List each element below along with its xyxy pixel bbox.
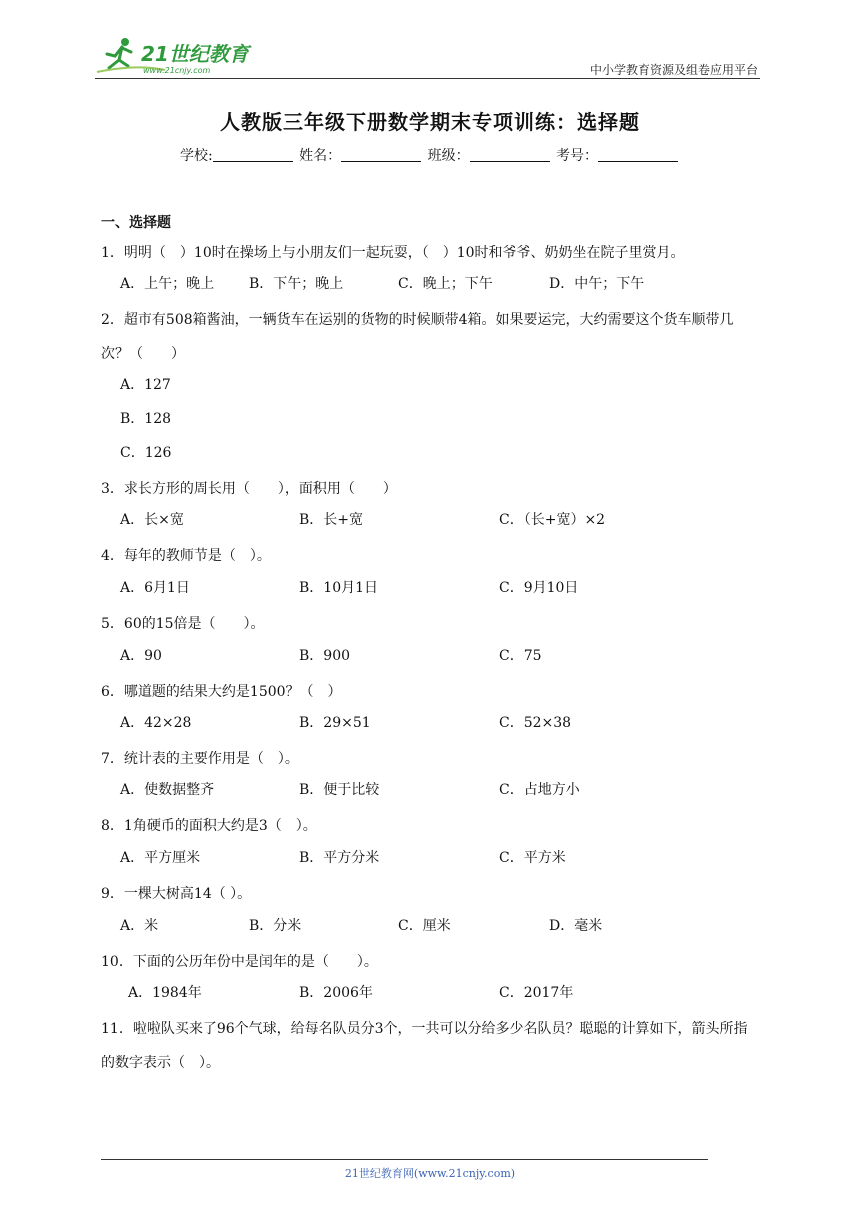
q4-option-c[interactable]: C．9月10日: [499, 580, 579, 596]
question-7: 7．统计表的主要作用是（ ）。: [101, 751, 299, 767]
question-5: 5．60的15倍是（ ）。: [101, 616, 265, 632]
section-heading: 一、选择题: [101, 215, 171, 231]
site-logo[interactable]: [95, 34, 265, 78]
q2-option-a[interactable]: A．127: [120, 377, 171, 393]
q8-option-b[interactable]: B．平方分米: [299, 850, 380, 866]
footer-link[interactable]: 21世纪教育网(www.21cnjy.com): [344, 1167, 516, 1180]
question-8: 8．1角硬币的面积大约是3（ ）。: [101, 818, 317, 834]
footer-rule: [101, 1159, 708, 1160]
name-blank[interactable]: [341, 147, 421, 162]
q9-option-b[interactable]: B．分米: [249, 918, 302, 934]
svg-text:21世纪教育: 21世纪教育: [141, 42, 249, 66]
q10-option-a[interactable]: A．1984年: [128, 985, 202, 1001]
name-label: 姓名：: [299, 148, 342, 164]
question-3: 3．求长方形的周长用（ ），面积用（ ）: [101, 481, 397, 497]
q7-option-b[interactable]: B．便于比较: [299, 782, 380, 798]
q5-option-a[interactable]: A．90: [120, 648, 162, 664]
q3-option-c[interactable]: C．（长+宽）×2: [499, 512, 606, 528]
number-label: 考号：: [556, 148, 599, 164]
svg-text:www.21cnjy.com: www.21cnjy.com: [143, 66, 211, 75]
q6-option-b[interactable]: B．29×51: [299, 715, 371, 731]
q3-option-a[interactable]: A．长×宽: [120, 512, 184, 528]
q4-option-a[interactable]: A．6月1日: [120, 580, 190, 596]
q9-option-d[interactable]: D．毫米: [549, 918, 603, 934]
q10-option-c[interactable]: C．2017年: [499, 985, 574, 1001]
q5-option-c[interactable]: C．75: [499, 648, 542, 664]
question-1: 1．明明（ ）10时在操场上与小朋友们一起玩耍，（ ）10时和爷爷、奶奶坐在院子里赏月。: [101, 245, 685, 261]
q3-option-b[interactable]: B．长+宽: [299, 512, 364, 528]
page-title: 人教版三年级下册数学期末专项训练：选择题: [220, 110, 640, 134]
q2-option-c[interactable]: C．126: [120, 445, 172, 461]
school-blank[interactable]: [213, 147, 293, 162]
school-label: 学校:: [179, 148, 213, 164]
q9-option-c[interactable]: C．厘米: [398, 918, 451, 934]
q6-option-a[interactable]: A．42×28: [120, 715, 192, 731]
question-4: 4．每年的教师节是（ ）。: [101, 548, 271, 564]
q4-option-b[interactable]: B．10月1日: [299, 580, 379, 596]
q1-option-b[interactable]: B．下午；晚上: [249, 276, 344, 292]
q6-option-c[interactable]: C．52×38: [499, 715, 572, 731]
q8-option-a[interactable]: A．平方厘米: [120, 850, 201, 866]
q2-option-b[interactable]: B．128: [120, 411, 172, 427]
q1-option-a[interactable]: A．上午；晚上: [120, 276, 215, 292]
q10-option-b[interactable]: B．2006年: [299, 985, 373, 1001]
header-rule: [95, 78, 760, 79]
q7-option-a[interactable]: A．使数据整齐: [120, 782, 215, 798]
question-6: 6．哪道题的结果大约是1500？（ ）: [101, 684, 342, 700]
class-label: 班级：: [427, 148, 470, 164]
number-blank[interactable]: [598, 147, 678, 162]
q8-option-c[interactable]: C．平方米: [499, 850, 566, 866]
question-11: 11．啦啦队买来了96个气球，给每名队员分3个，一共可以分给多少名队员？聪聪的计算如下，箭头所指的数字表示（ ）。: [101, 1021, 748, 1071]
q1-option-d[interactable]: D．中午；下午: [549, 276, 645, 292]
class-blank[interactable]: [470, 147, 550, 162]
page-header: [95, 34, 760, 78]
q5-option-b[interactable]: B．900: [299, 648, 351, 664]
question-2: 2．超市有508箱酱油，一辆货车在运别的货物的时候顺带4箱。如果要运完，大约需要这个货车顺带几次？（ ）: [101, 312, 734, 362]
student-info-line: [0, 145, 860, 165]
q9-option-a[interactable]: A．米: [120, 918, 159, 934]
question-10: 10．下面的公历年份中是闰年的是（ ）。: [101, 954, 378, 970]
q7-option-c[interactable]: C．占地方小: [499, 782, 580, 798]
platform-name: 中小学教育资源及组卷应用平台: [589, 63, 758, 77]
question-9: 9．一棵大树高14（ ）。: [101, 886, 252, 902]
q1-option-c[interactable]: C．晚上；下午: [398, 276, 493, 292]
